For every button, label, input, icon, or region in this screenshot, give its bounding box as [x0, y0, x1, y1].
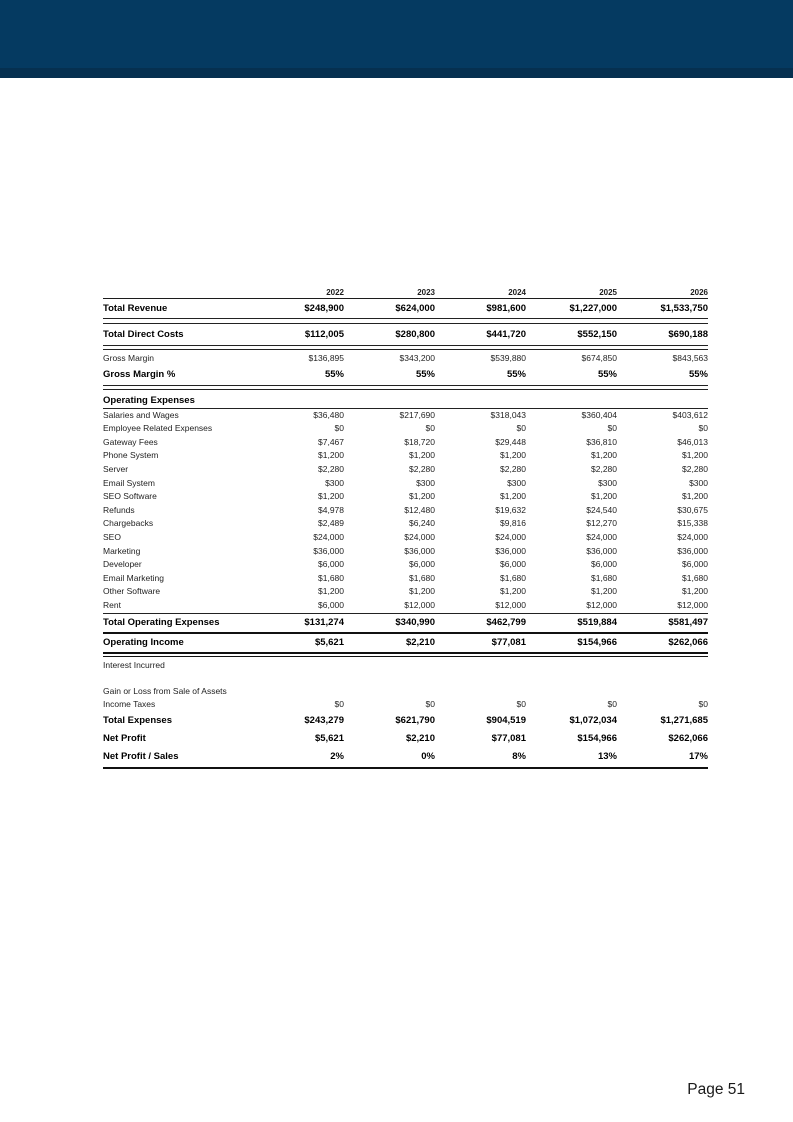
row-value: $300 — [416, 477, 435, 488]
row-value: $24,000 — [313, 531, 344, 542]
row-value: $360,404 — [581, 409, 617, 420]
row-label: Other Software — [103, 586, 161, 597]
row-value: $1,200 — [682, 586, 708, 597]
row-value: $1,200 — [500, 586, 526, 597]
row-value: $24,000 — [495, 531, 526, 542]
row-label: Phone System — [103, 450, 159, 461]
year-column-header: 2023 — [417, 287, 435, 297]
row-value: $1,200 — [500, 450, 526, 461]
row-label: Gross Margin — [103, 353, 155, 363]
row-value: $1,200 — [500, 491, 526, 502]
row-value: $343,200 — [399, 353, 435, 363]
table-row — [103, 504, 708, 518]
row-value: $36,000 — [586, 545, 617, 556]
row-value: $1,200 — [591, 586, 617, 597]
row-value: $12,000 — [677, 599, 708, 610]
row-value: $6,000 — [318, 559, 344, 570]
row-label: Gross Margin % — [103, 369, 176, 381]
row-value: $217,690 — [399, 409, 435, 420]
row-value: $1,200 — [682, 491, 708, 502]
row-value: $0 — [698, 423, 708, 434]
table-row — [103, 449, 708, 463]
table-row — [103, 614, 708, 632]
row-value: $77,081 — [491, 637, 526, 648]
row-label: Employee Related Expenses — [103, 423, 213, 434]
row-value: 55% — [688, 369, 708, 381]
row-value: $262,066 — [668, 733, 708, 745]
table-row — [103, 634, 708, 652]
row-value: $2,280 — [409, 463, 435, 474]
row-value: $624,000 — [395, 302, 435, 314]
row-value: $36,000 — [313, 545, 344, 556]
row-value: $5,621 — [314, 637, 344, 648]
row-value: $18,720 — [404, 436, 435, 447]
row-value: $4,978 — [318, 504, 344, 515]
row-value: $12,000 — [586, 599, 617, 610]
row-label: Salaries and Wages — [103, 409, 179, 420]
table-row — [103, 698, 708, 712]
row-value: $690,188 — [668, 329, 708, 340]
row-value: $981,600 — [486, 302, 526, 314]
table-row — [103, 659, 708, 673]
row-label: Server — [103, 463, 129, 474]
row-value: $1,200 — [409, 491, 435, 502]
table-row — [103, 517, 708, 531]
row-value: 55% — [415, 369, 435, 381]
row-value: $36,480 — [313, 409, 344, 420]
row-value: $1,200 — [591, 450, 617, 461]
row-value: $0 — [425, 423, 435, 434]
row-value: $2,210 — [405, 637, 435, 648]
table-body — [103, 299, 708, 769]
row-value: $904,519 — [486, 715, 526, 727]
row-value: $1,680 — [409, 572, 435, 583]
year-header-spacer — [103, 279, 253, 297]
row-value: $30,675 — [677, 504, 708, 515]
row-value: $24,000 — [677, 531, 708, 542]
row-value: $262,066 — [668, 637, 708, 648]
row-value: $1,200 — [591, 491, 617, 502]
row-value: $300 — [689, 477, 708, 488]
year-header-row — [103, 279, 708, 299]
row-value: $1,072,034 — [569, 715, 617, 727]
row-value: $112,005 — [304, 329, 344, 340]
row-value: $6,000 — [500, 559, 526, 570]
row-value: $12,000 — [495, 599, 526, 610]
header-bar-band — [0, 68, 793, 78]
row-value: $2,489 — [318, 518, 344, 529]
table-row — [103, 392, 708, 408]
table-row — [103, 748, 708, 766]
row-label: Gain or Loss from Sale of Assets — [103, 685, 227, 696]
row-value: $136,895 — [308, 353, 344, 363]
table-row — [103, 558, 708, 572]
table-row — [103, 352, 708, 366]
row-value: $843,563 — [672, 353, 708, 363]
row-value: $0 — [698, 699, 708, 710]
row-value: $280,800 — [395, 329, 435, 340]
row-value: $2,280 — [682, 463, 708, 474]
row-label: Operating Income — [103, 637, 184, 648]
row-value: $0 — [607, 699, 617, 710]
table-row — [103, 463, 708, 477]
row-value: $462,799 — [486, 617, 526, 628]
row-value: $519,884 — [577, 617, 617, 628]
table-rule — [103, 652, 708, 658]
row-value: $6,000 — [409, 559, 435, 570]
row-value: $581,497 — [668, 617, 708, 628]
row-value: $1,227,000 — [569, 302, 617, 314]
row-label: Rent — [103, 599, 121, 610]
row-value: $19,632 — [495, 504, 526, 515]
row-label: Chargebacks — [103, 518, 154, 529]
row-value: $36,000 — [495, 545, 526, 556]
year-column-header: 2026 — [690, 287, 708, 297]
row-value: $1,200 — [318, 450, 344, 461]
row-value: $2,280 — [318, 463, 344, 474]
row-value: $154,966 — [577, 637, 617, 648]
row-value: $300 — [598, 477, 617, 488]
row-value: $300 — [507, 477, 526, 488]
row-value: $318,043 — [490, 409, 526, 420]
row-label: Total Expenses — [103, 715, 172, 727]
row-value: $1,271,685 — [660, 715, 708, 727]
row-label: Net Profit / Sales — [103, 751, 179, 763]
row-value: $1,533,750 — [660, 302, 708, 314]
year-column-header: 2022 — [326, 287, 344, 297]
row-value: $1,200 — [409, 450, 435, 461]
row-value: $15,338 — [677, 518, 708, 529]
row-label: Refunds — [103, 504, 135, 515]
row-value: $0 — [334, 423, 344, 434]
row-value: $248,900 — [304, 302, 344, 314]
table-row — [103, 545, 708, 559]
row-value: $1,680 — [318, 572, 344, 583]
row-value: $0 — [516, 423, 526, 434]
row-label: SEO Software — [103, 491, 157, 502]
row-value: $0 — [334, 699, 344, 710]
row-value: $12,000 — [404, 599, 435, 610]
table-rule — [103, 767, 708, 769]
page-number: Page 51 — [687, 1081, 745, 1098]
row-value: 2% — [330, 751, 344, 763]
table-row — [103, 685, 708, 699]
table-row — [103, 531, 708, 545]
row-label: SEO — [103, 531, 121, 542]
row-value: $1,200 — [318, 491, 344, 502]
row-value: $1,680 — [500, 572, 526, 583]
profit-loss-table — [103, 279, 708, 769]
row-value: $24,000 — [404, 531, 435, 542]
year-column-header: 2024 — [508, 287, 526, 297]
table-row — [103, 477, 708, 491]
row-label: Total Operating Expenses — [103, 617, 220, 628]
row-value: $12,480 — [404, 504, 435, 515]
row-value: $0 — [425, 699, 435, 710]
row-value: $24,540 — [586, 504, 617, 515]
row-value: $403,612 — [672, 409, 708, 420]
row-value: 0% — [421, 751, 435, 763]
row-value: $243,279 — [304, 715, 344, 727]
table-rule — [103, 318, 708, 324]
table-row — [103, 436, 708, 450]
row-label: Total Revenue — [103, 302, 168, 314]
table-rule — [103, 345, 708, 351]
row-label: Income Taxes — [103, 699, 156, 710]
table-row — [103, 422, 708, 436]
row-value: $674,850 — [581, 353, 617, 363]
row-value: $0 — [516, 699, 526, 710]
row-value: 13% — [597, 751, 617, 763]
table-row — [103, 409, 708, 423]
row-value: $46,013 — [677, 436, 708, 447]
row-label: Email Marketing — [103, 572, 164, 583]
row-label: Interest Incurred — [103, 660, 165, 670]
table-row — [103, 299, 708, 317]
row-value: $300 — [325, 477, 344, 488]
row-label: Email System — [103, 477, 155, 488]
row-value: $0 — [607, 423, 617, 434]
row-value: $2,280 — [500, 463, 526, 474]
year-column-header: 2025 — [599, 287, 617, 297]
table-spacer — [103, 673, 708, 685]
row-value: $621,790 — [395, 715, 435, 727]
table-row — [103, 599, 708, 613]
row-label: Net Profit — [103, 733, 146, 745]
row-value: $1,200 — [409, 586, 435, 597]
row-value: $9,816 — [500, 518, 526, 529]
row-value: $6,000 — [591, 559, 617, 570]
table-row — [103, 572, 708, 586]
row-value: $1,680 — [682, 572, 708, 583]
row-value: 8% — [512, 751, 526, 763]
row-value: 55% — [324, 369, 344, 381]
table-row — [103, 730, 708, 748]
row-value: $2,210 — [405, 733, 435, 745]
row-value: $441,720 — [486, 329, 526, 340]
row-value: $36,000 — [404, 545, 435, 556]
row-value: $131,274 — [304, 617, 344, 628]
row-value: $5,621 — [314, 733, 344, 745]
row-value: $77,081 — [491, 733, 526, 745]
row-value: $12,270 — [586, 518, 617, 529]
row-label: Marketing — [103, 545, 141, 556]
table-row — [103, 490, 708, 504]
row-value: $29,448 — [495, 436, 526, 447]
row-value: $36,000 — [677, 545, 708, 556]
row-value: $6,000 — [682, 559, 708, 570]
row-value: $6,000 — [318, 599, 344, 610]
row-label: Developer — [103, 559, 142, 570]
row-value: 17% — [688, 751, 708, 763]
table-row — [103, 326, 708, 344]
row-value: $1,680 — [591, 572, 617, 583]
table-row — [103, 366, 708, 384]
row-value: $7,467 — [318, 436, 344, 447]
row-value: $1,200 — [682, 450, 708, 461]
row-value: $1,200 — [318, 586, 344, 597]
row-value: $6,240 — [409, 518, 435, 529]
row-value: $2,280 — [591, 463, 617, 474]
row-value: $154,966 — [577, 733, 617, 745]
row-label: Gateway Fees — [103, 436, 158, 447]
row-value: $24,000 — [586, 531, 617, 542]
row-value: 55% — [506, 369, 526, 381]
row-label: Total Direct Costs — [103, 329, 184, 340]
table-rule — [103, 385, 708, 391]
table-row — [103, 712, 708, 730]
row-value: $340,990 — [395, 617, 435, 628]
row-value: 55% — [597, 369, 617, 381]
row-value: $539,880 — [490, 353, 526, 363]
row-label: Operating Expenses — [103, 394, 195, 406]
row-value: $552,150 — [577, 329, 617, 340]
table-row — [103, 585, 708, 599]
header-bar — [0, 0, 793, 68]
row-value: $36,810 — [586, 436, 617, 447]
